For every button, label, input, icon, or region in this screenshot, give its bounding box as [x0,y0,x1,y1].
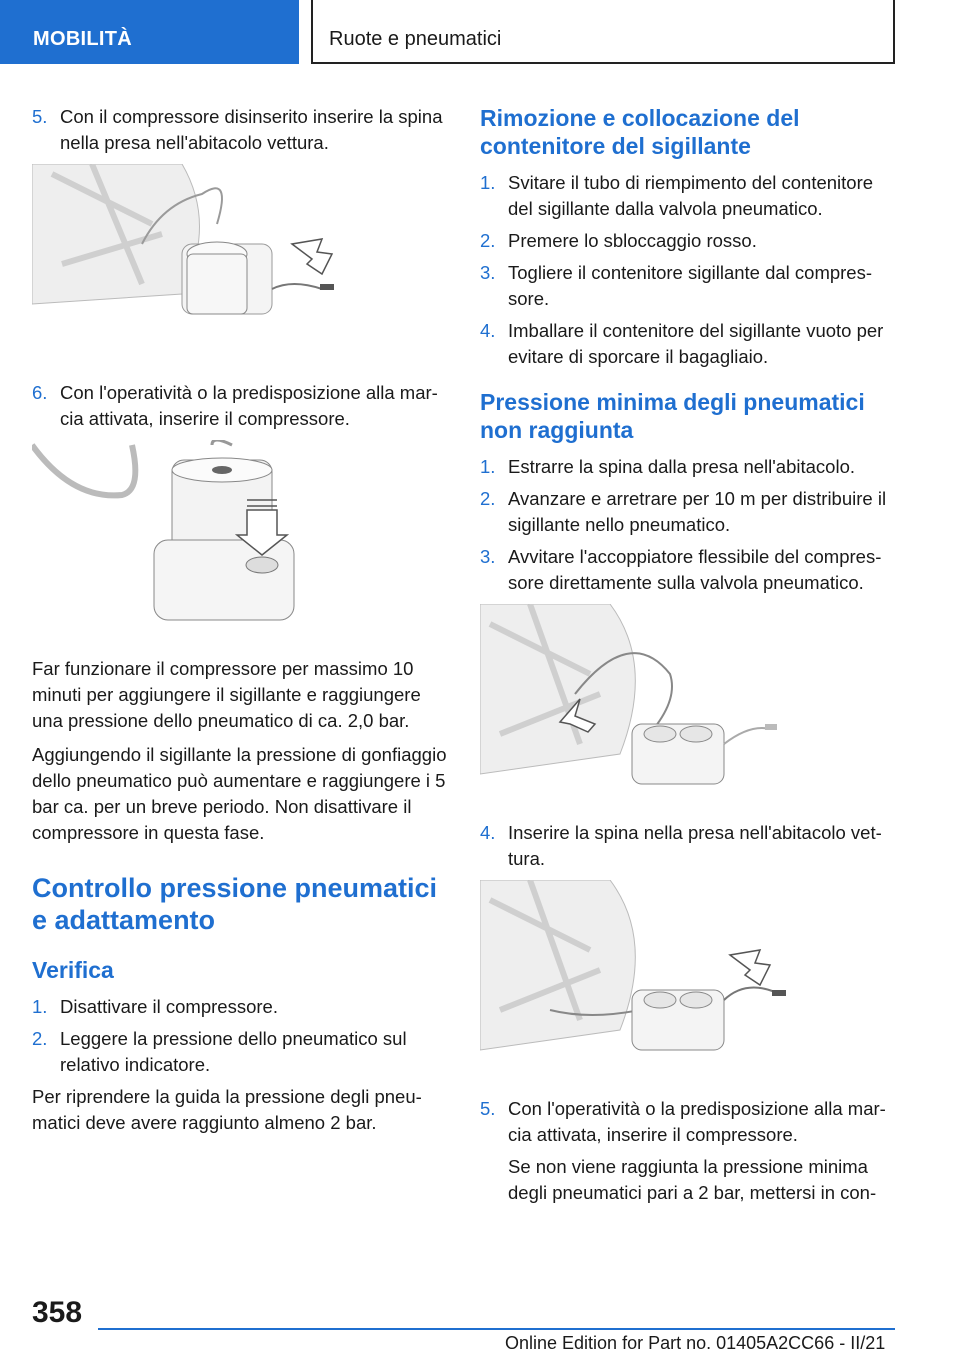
list-item [32,1026,448,1078]
step-text: Imballare il contenitore del sigillante vuoto per evitare di sporcare il bagagliaio. [508,320,884,367]
list-item [480,1096,896,1148]
step-number: 6. [32,382,48,403]
list-item [480,260,896,312]
section-heading: Controllo pressione pneumatici e adattamento [32,873,438,935]
step-text: Con il compressore disinserito inserire la spina nella presa nell'abitacolo vettura. [60,106,443,153]
step-text: Avvitare l'accoppiatore flessibile del compressore direttamente sulla valvola pneumatico. [508,546,882,593]
step-number: 1. [480,172,496,193]
left-column [32,104,448,1144]
step-note: Se non viene raggiunta la pressione minima degli pneumatici pari a 2 bar, mettersi in con- [508,1156,877,1203]
section-heading: Rimozione e collocazione del contenitore del sigillante [480,105,800,159]
chapter-header [311,0,895,64]
list-item [480,486,896,538]
subsection-heading: Verifica [32,957,114,983]
step-number: 5. [480,1098,496,1119]
section-tab [0,0,299,64]
step-text: Disattivare il compressore. [60,996,278,1017]
list-item [32,380,448,432]
step-number: 5. [32,106,48,127]
step-number: 4. [480,320,496,341]
chapter-title: Ruote e pneumatici [329,28,502,50]
step-number: 3. [480,262,496,283]
step-number: 4. [480,822,496,843]
list-item [32,104,448,156]
step-number: 1. [32,996,48,1017]
step-text: Con l'operatività o la predisposizione alla marcia attivata, inserire il compressore. [508,1098,886,1145]
step-number: 3. [480,546,496,567]
step-text: Estrarre la spina dalla presa nell'abitacolo. [508,456,856,477]
illustration-compressor-switch [32,440,448,636]
list-item [480,820,896,872]
illustration-hose-valve [480,604,896,800]
paragraph: Per riprendere la guida la pressione degli pneumatici deve avere raggiunto almeno 2 bar. [32,1086,422,1133]
section-heading: Pressione minima degli pneumatici non raggiunta [480,389,865,443]
list-item [480,228,896,254]
step-text: Leggere la pressione dello pneumatico sul relativo indicatore. [60,1028,407,1075]
step-number: 2. [480,488,496,509]
step-text: Inserire la spina nella presa nell'abitacolo vettura. [508,822,882,869]
step-text: Svitare il tubo di riempimento del contenitore del sigillante dalla valvola pneumatico. [508,172,874,219]
list-item [480,544,896,596]
list-item [32,994,448,1020]
step-text: Avanzare e arretrare per 10 m per distribuire il sigillante nello pneumatico. [508,488,887,535]
list-item [480,318,896,370]
step-text: Togliere il contenitore sigillante dal compressore. [508,262,873,309]
illustration-compressor-plug [32,164,448,360]
step-number: 2. [480,230,496,251]
step-text: Con l'operatività o la predisposizione alla marcia attivata, inserire il compressore. [60,382,438,429]
step-number: 1. [480,456,496,477]
footer-edition: Online Edition for Part no. 01405A2CC66 - II/21 [505,1333,886,1353]
list-item [480,454,896,480]
page-number: 358 [32,1296,83,1329]
step-number: 2. [32,1028,48,1049]
right-column [480,104,896,1212]
section-title: MOBILITÀ [33,28,133,50]
footer-divider [98,1328,895,1330]
paragraph: Aggiungendo il sigillante la pressione di gonfiaggio dello pneumatico può aumentare e raggiungere i 5 bar ca. per un breve periodo. Non disattivare il compressore in questa fase. [32,744,447,843]
step-text: Premere lo sbloccaggio rosso. [508,230,757,251]
list-item [480,170,896,222]
illustration-compressor-hose [480,880,896,1076]
paragraph: Far funzionare il compressore per massimo 10 minuti per aggiungere il sigillante e raggiungere una pressione dello pneumatico di ca. 2,0 bar. [32,658,421,731]
